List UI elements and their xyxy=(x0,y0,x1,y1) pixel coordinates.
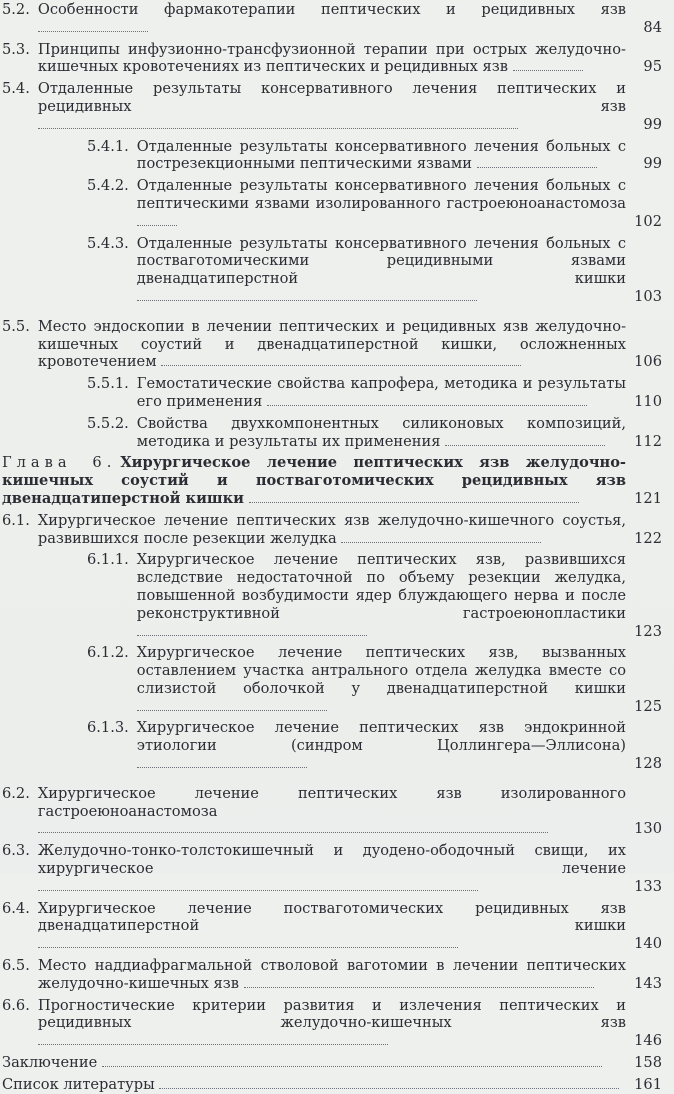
section-title: Прогностические критерии развития и излечения пептических и рецидивных желудочно-кишечных язв xyxy=(38,997,626,1050)
page-number: 99 xyxy=(643,155,662,173)
dot-leader xyxy=(137,635,367,636)
toc-entry[interactable] xyxy=(87,235,662,306)
section-number: 5.4.2. xyxy=(87,177,129,195)
page-number: 122 xyxy=(634,529,662,547)
page-number: 84 xyxy=(643,18,662,36)
toc-entry-conclusion[interactable] xyxy=(2,1054,662,1072)
dot-leader xyxy=(267,405,587,406)
section-number: 6.6. xyxy=(2,996,30,1014)
dot-leader xyxy=(38,1044,388,1045)
toc-entry[interactable] xyxy=(2,957,662,993)
dot-leader xyxy=(244,987,594,988)
toc-entry-references[interactable] xyxy=(2,1076,662,1094)
section-number: 5.5. xyxy=(2,317,30,335)
toc-entry[interactable] xyxy=(87,551,662,640)
dot-leader xyxy=(513,70,583,71)
page-number: 146 xyxy=(634,1032,662,1050)
section-number: 6.1.1. xyxy=(87,551,129,569)
section-number: 5.2. xyxy=(2,1,30,18)
section-number: 5.5.1. xyxy=(87,375,129,393)
toc-entry[interactable] xyxy=(2,842,662,895)
page-number: 125 xyxy=(634,697,662,715)
toc-entry[interactable] xyxy=(2,900,662,953)
section-title: Хирургическое лечение пептических язв эндокринной этиологии (синдром Цоллингера—Эллисона) xyxy=(137,719,626,772)
section-title: Желудочно-тонко-толстокишечный и дуодено-ободочный свищи, их хирургическое лечение xyxy=(38,842,626,895)
page-number: 103 xyxy=(634,287,662,305)
page-number: 106 xyxy=(634,353,662,371)
dot-leader xyxy=(341,542,541,543)
section-title: Хирургическое лечение постваготомических рецидивных язв двенадцатиперстной кишки xyxy=(38,900,626,953)
dot-leader xyxy=(161,365,521,366)
page-number: 130 xyxy=(634,820,662,838)
page-number: 112 xyxy=(634,432,662,450)
section-title: Принципы инфузионно-трансфузионной терапии при острых желудочно-кишечных кровотечениях из пептических и рецидивных язв xyxy=(37,40,626,76)
section-number: 5.4.1. xyxy=(87,137,129,155)
chapter-title: Глава 6. Хирургическое лечение пептических язв желудочно-кишечных соустий и постваготомических рецидивных язв двенадцатиперстной кишки xyxy=(2,454,626,507)
dot-leader xyxy=(38,31,148,32)
section-number: 6.3. xyxy=(2,842,30,860)
dot-leader xyxy=(137,300,477,301)
toc-entry[interactable] xyxy=(87,644,662,715)
dot-leader xyxy=(38,832,548,833)
toc-entry[interactable] xyxy=(87,719,662,772)
page-number: 158 xyxy=(634,1054,662,1072)
section-title: Заключение xyxy=(2,1054,626,1072)
dot-leader xyxy=(38,890,478,891)
dot-leader xyxy=(137,767,307,768)
section-title: Свойства двухкомпонентных силиконовых композиций, методика и результаты их применения xyxy=(136,414,626,450)
section-number: 5.5.2. xyxy=(87,414,129,432)
dot-leader xyxy=(102,1066,602,1067)
section-title: Хирургическое лечение пептических язв, вызванных оставлением участка антрального отдела желудка вместе со слизистой оболочкой у двенадцатиперстной кишки xyxy=(137,644,626,715)
section-title: Хирургическое лечение пептических язв желудочно-кишечного соустья, развившихся после резекции желудка xyxy=(37,511,626,547)
page-number: 140 xyxy=(634,935,662,953)
dot-leader xyxy=(159,1088,619,1089)
section-number: 6.4. xyxy=(2,899,30,917)
dot-leader xyxy=(249,502,579,503)
toc-entry[interactable] xyxy=(2,318,662,371)
toc-entry[interactable] xyxy=(2,512,662,548)
chapter-label: Глава 6. xyxy=(2,454,117,472)
dot-leader xyxy=(137,225,177,226)
page-number: 161 xyxy=(634,1075,662,1093)
page-number: 95 xyxy=(643,58,662,76)
section-number: 6.2. xyxy=(2,784,30,802)
section-number: 5.3. xyxy=(2,40,30,58)
section-number: 6.1. xyxy=(2,511,30,529)
section-title: Отдаленные результаты консервативного лечения больных с пострезекционными пептическими язвами xyxy=(136,137,626,173)
dot-leader xyxy=(137,710,327,711)
section-title: Отдаленные результаты консервативного лечения пептических и рецидивных язв xyxy=(38,80,626,133)
page-number: 99 xyxy=(643,115,662,133)
section-title: Хирургическое лечение пептических язв, развившихся вследствие недостаточной по объему резекции желудка, повышенной возбудимости ядер блуждающего нерва и после реконструктивной гастроеюнопластики xyxy=(137,551,626,640)
section-number: 6.1.3. xyxy=(87,719,129,737)
dot-leader xyxy=(38,947,458,948)
page-number: 133 xyxy=(634,877,662,895)
section-number: 5.4.3. xyxy=(87,234,129,252)
page-number: 128 xyxy=(634,755,662,773)
page-number: 110 xyxy=(634,392,662,410)
section-title: Отдаленные результаты консервативного лечения больных с постваготомическими рецидивными язвами двенадцатиперстной кишки xyxy=(137,235,626,306)
toc-entry[interactable] xyxy=(2,1,662,37)
section-number: 6.5. xyxy=(2,957,30,975)
chapter-entry[interactable] xyxy=(2,454,662,507)
section-number: 5.4. xyxy=(2,80,30,98)
toc-entry[interactable] xyxy=(87,375,662,411)
page-number: 121 xyxy=(634,489,662,507)
dot-leader xyxy=(445,445,605,446)
toc-entry[interactable] xyxy=(87,415,662,451)
toc-entry[interactable] xyxy=(87,177,662,230)
section-title: Хирургическое лечение пептических язв изолированного гастроеюноанастомоза xyxy=(38,785,626,838)
section-title: Гемостатические свойства капрофера, методика и результаты его применения xyxy=(136,375,626,410)
toc-entry[interactable] xyxy=(87,138,662,174)
page-number: 143 xyxy=(634,974,662,992)
dot-leader xyxy=(477,167,597,168)
section-title: Место наддиафрагмальной стволовой ваготомии в лечении пептических желудочно-кишечных язв xyxy=(37,957,626,992)
section-title: Отдаленные результаты консервативного лечения больных с пептическими язвами изолированного гастроеюноанастомоза xyxy=(137,177,626,230)
toc-entry[interactable] xyxy=(2,80,662,133)
section-title: Место эндоскопии в лечении пептических и рецидивных язв желудочно-кишечных соустий и двенадцатиперстной кишки, осложненных кровотечением xyxy=(37,317,626,371)
section-number: 6.1.2. xyxy=(87,644,129,662)
section-title: Особенности фармакотерапии пептических и рецидивных язв xyxy=(38,1,626,37)
page-number: 102 xyxy=(634,212,662,230)
toc-entry[interactable] xyxy=(2,41,662,77)
toc-entry[interactable] xyxy=(2,997,662,1050)
section-title: Список литературы xyxy=(2,1076,626,1094)
toc-entry[interactable] xyxy=(2,785,662,838)
page-number: 123 xyxy=(634,622,662,640)
dot-leader xyxy=(38,128,518,129)
